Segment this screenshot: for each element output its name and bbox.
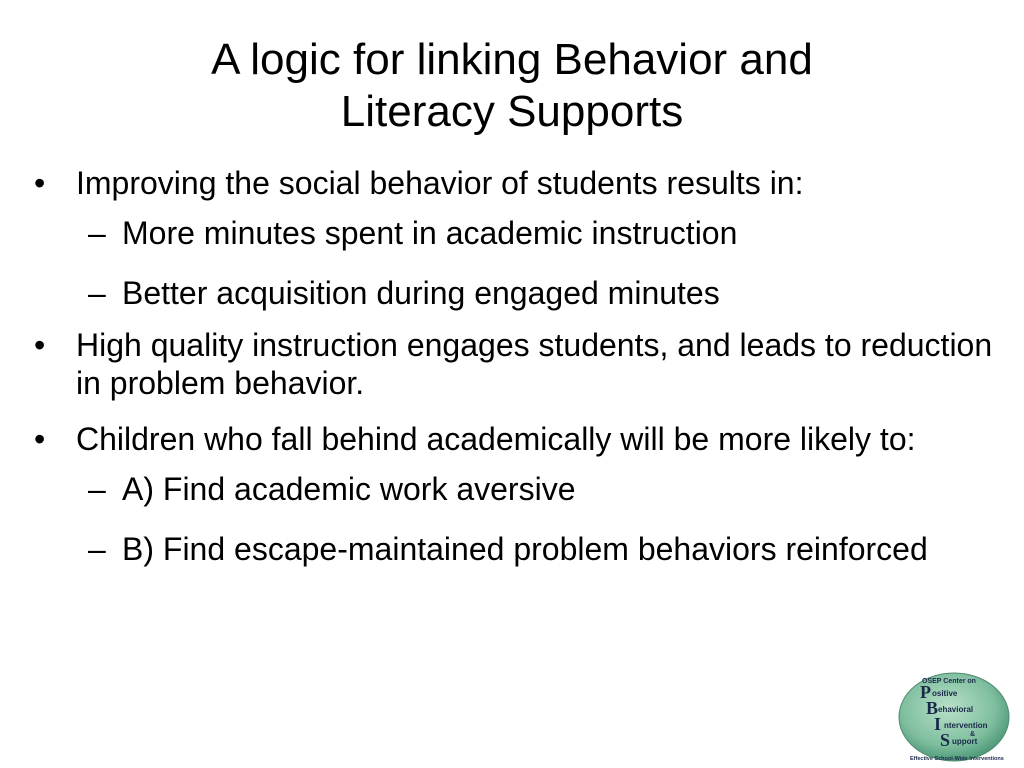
sub-bullet-item: – More minutes spent in academic instruction [76,214,1000,252]
sub-bullet-item: – A) Find academic work aversive [76,470,1000,508]
logo-letter-b: B [926,698,939,718]
bullet-item [30,164,1000,312]
pbis-logo-graphic [896,672,1014,764]
logo-letter-i: I [934,714,942,734]
slide-title [0,34,1024,138]
sub-bullet-list [76,214,1000,312]
sub-bullet-list [76,470,1000,568]
logo-bottom-text: Effective School-Wide Interventions [910,756,1004,762]
logo-letter-p: P [920,682,931,702]
bullet-item [30,420,1000,568]
bullet-list [30,164,1000,590]
pbis-logo [896,672,1014,764]
logo-word-i: ntervention [944,721,988,730]
logo-top-text: OSEP Center on [922,678,976,685]
slide-title-line-1: A logic for linking Behavior and [211,35,813,84]
bullet-text: • Improving the social behavior of students results in: [76,165,804,201]
logo-ampersand: & [970,731,976,738]
bullet-item [30,326,1000,402]
logo-word-p: ositive [932,689,958,698]
sub-bullet-item: – B) Find escape-maintained problem behaviors reinforced [76,530,1000,568]
sub-bullet-item: – Better acquisition during engaged minutes [76,274,1000,312]
bullet-text: • Children who fall behind academically will be more likely to: [76,421,916,457]
logo-word-s: upport [952,737,978,746]
bullet-text: • High quality instruction engages students, and leads to reduction in problem behavior. [76,327,993,401]
slide-title-line-2: Literacy Supports [340,87,684,136]
logo-letter-s: S [940,730,951,750]
logo-word-b: ehavioral [938,705,974,714]
